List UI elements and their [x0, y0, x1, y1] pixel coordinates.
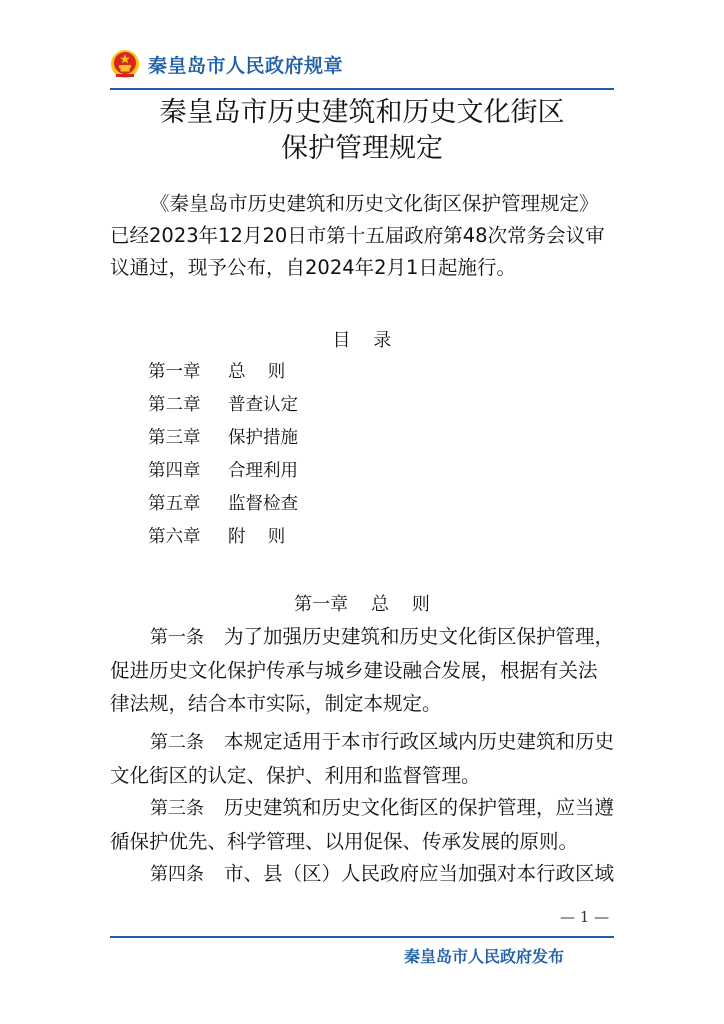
- toc-item-number: 第二章: [148, 395, 201, 415]
- toc-item: [148, 422, 298, 455]
- header-divider: [110, 88, 614, 90]
- toc-item-label: 总 则: [228, 362, 286, 382]
- header-title: 秦皇岛市人民政府规章: [148, 54, 344, 77]
- toc-item-number: 第一章: [148, 362, 201, 382]
- article: [110, 620, 614, 720]
- chapter-heading: 第一章 总 则: [294, 594, 430, 615]
- toc-item: [148, 356, 298, 389]
- article-number: 第二条: [150, 732, 204, 753]
- article-number: 第一条: [150, 627, 204, 648]
- footer-divider: [110, 936, 614, 938]
- toc-item-number: 第六章: [148, 527, 201, 547]
- document-title-line-2: 保护管理规定: [281, 133, 443, 164]
- toc-item-number: 第三章: [148, 428, 201, 448]
- footer-publisher: 秦皇岛市人民政府发布: [404, 947, 565, 966]
- toc-item-number: 第四章: [148, 461, 201, 481]
- article-text: 为了加强历史建筑和历史文化街区保护管理，促进历史文化保护传承与城乡建设融合发展，根据有关法律法规，结合本市实际，制定本规定。: [110, 625, 615, 715]
- preamble: 《秦皇岛市历史建筑和历史文化街区保护管理规定》已经2023年12月20日市第十五届政府第48次常务会议审议通过，现予公布，自2024年2月1日起施行。: [110, 192, 605, 279]
- article: [110, 857, 614, 891]
- toc-item-label: 附 则: [228, 527, 286, 547]
- article: [110, 725, 614, 792]
- article-text: 市、县（区）人民政府应当加强对本行政区域: [224, 862, 615, 885]
- header: [110, 44, 343, 84]
- table-of-contents: [148, 356, 298, 554]
- toc-title: 目 录: [332, 330, 392, 351]
- toc-item-label: 保护措施: [228, 428, 298, 448]
- toc-item: [148, 455, 298, 488]
- toc-item-label: 普查认定: [228, 395, 298, 415]
- article-number: 第三条: [150, 798, 204, 819]
- page-number: — 1 —: [560, 908, 610, 926]
- toc-item: [148, 389, 298, 422]
- article-text: 本规定适用于本市行政区域内历史建筑和历史文化街区的认定、保护、利用和监督管理。: [110, 730, 615, 787]
- toc-item: [148, 521, 298, 554]
- toc-item: [148, 488, 298, 521]
- document-title-line-1: 秦皇岛市历史建筑和历史文化街区: [159, 97, 565, 128]
- toc-item-label: 合理利用: [228, 461, 298, 481]
- article: [110, 791, 614, 858]
- toc-item-label: 监督检查: [228, 494, 298, 514]
- toc-item-number: 第五章: [148, 494, 201, 514]
- article-number: 第四条: [150, 864, 204, 885]
- national-emblem-icon: [110, 49, 140, 79]
- article-text: 历史建筑和历史文化街区的保护管理，应当遵循保护优先、科学管理、以用促保、传承发展的原则。: [110, 796, 615, 853]
